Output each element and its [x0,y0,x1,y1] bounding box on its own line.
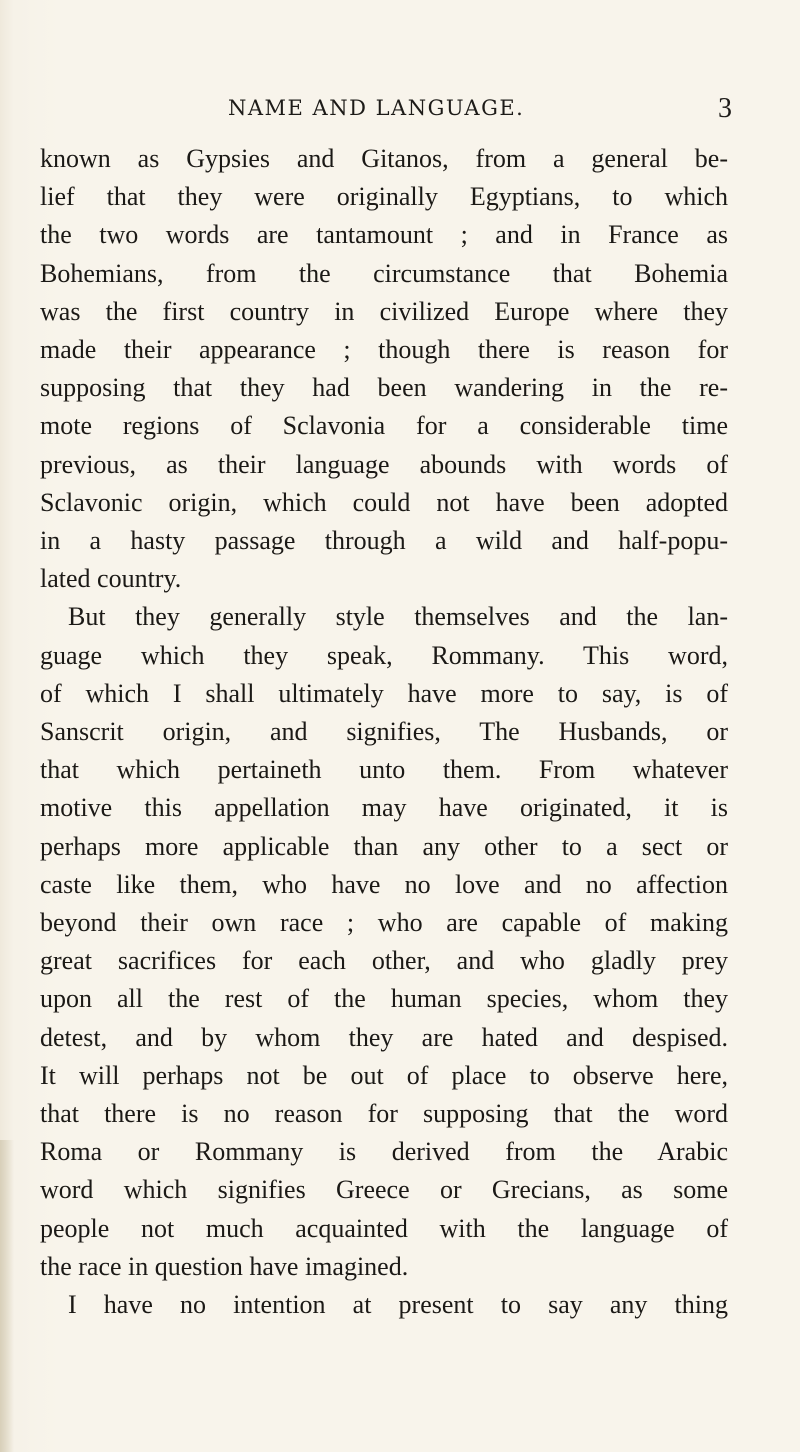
text-line: Sclavonic origin, which could not have been adopted [40,487,728,517]
text-line: I have no intention at present to say any thing [68,1290,728,1320]
text-line: lief that they were originally Egyptians, to which [40,182,728,212]
text-line: caste like them, who have no love and no affection [40,869,728,899]
text-line: the race in question have imagined. [40,1251,409,1281]
text-line: guage which they speak, Rommany. This word, [40,640,728,670]
text-line: motive this appellation may have originated, it is [40,793,728,823]
text-line: supposing that they had been wandering in the re- [40,373,728,403]
text-line: that there is no reason for supposing that the word [40,1099,728,1129]
binding-shadow [0,1140,14,1452]
text-line: was the first country in civilized Europe where they [40,296,728,326]
text-line: perhaps more applicable than any other to a sect or [40,831,728,861]
text-line: great sacrifices for each other, and who gladly prey [40,946,728,976]
text-line: of which I shall ultimately have more to say, is of [40,678,728,708]
text-line: previous, as their language abounds with words of [40,449,728,479]
text-line: upon all the rest of the human species, whom they [40,984,728,1014]
text-line: detest, and by whom they are hated and despised. [40,1022,728,1052]
text-line: mote regions of Sclavonia for a considerable time [40,411,728,441]
text-line: people not much acquainted with the language of [40,1213,728,1243]
text-line: But they generally style themselves and the lan- [68,602,728,632]
text-line: that which pertaineth unto them. From whatever [40,755,728,785]
text-line: Bohemians, from the circumstance that Bohemia [40,258,728,288]
text-line: lated country. [40,564,182,594]
running-head: NAME AND LANGUAGE. [228,96,525,120]
text-line: It will perhaps not be out of place to observe here, [40,1060,728,1090]
page-number: 3 [718,93,732,124]
text-line: word which signifies Greece or Grecians, as some [40,1175,728,1205]
text-line: in a hasty passage through a wild and half-popu- [40,526,728,556]
text-line: Sanscrit origin, and signifies, The Husbands, or [40,717,728,747]
text-line: beyond their own race ; who are capable of making [40,908,728,938]
text-line: known as Gypsies and Gitanos, from a general be- [40,144,728,173]
text-line: Roma or Rommany is derived from the Arabic [40,1137,728,1167]
body-text [40,140,728,1324]
text-line: made their appearance ; though there is reason for [40,335,728,365]
text-line: the two words are tantamount ; and in France as [40,220,728,250]
